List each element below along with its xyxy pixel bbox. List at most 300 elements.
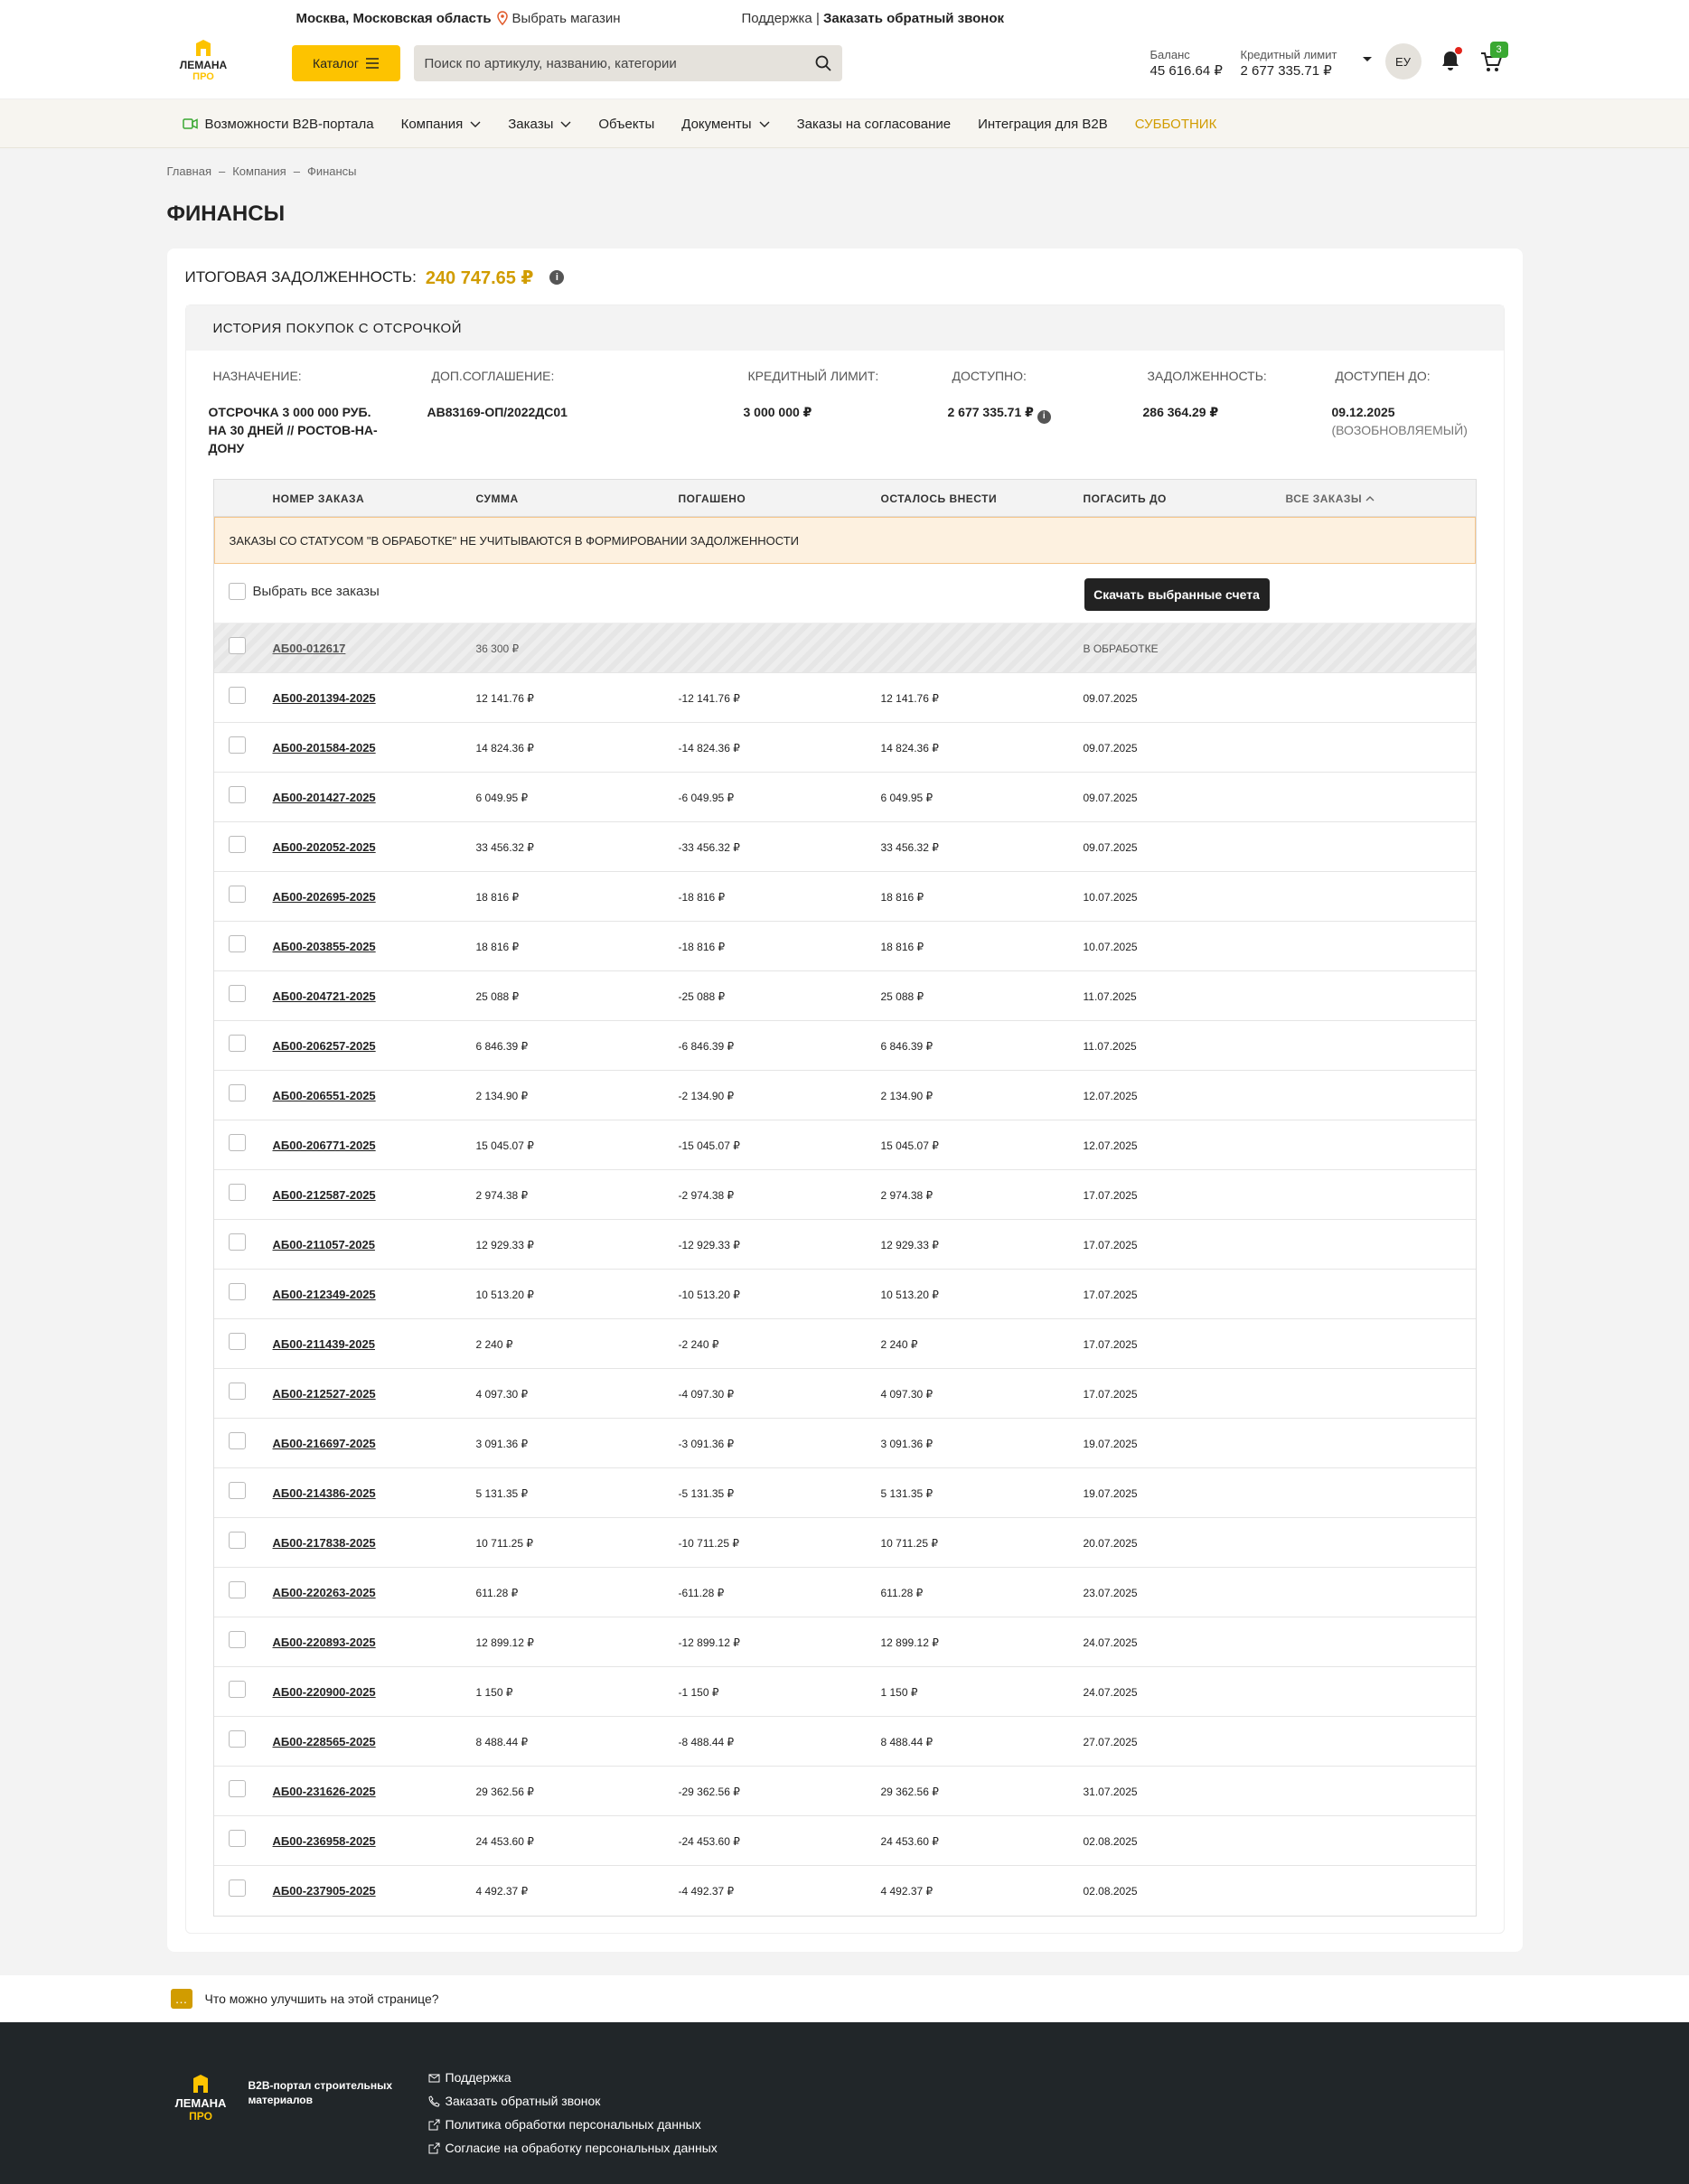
caret-down-icon[interactable] — [1362, 56, 1373, 63]
order-paid: -1 150 ₽ — [678, 1686, 719, 1699]
credit-limit-value: 2 677 335.71 ₽ — [1240, 63, 1332, 79]
footer-link-support[interactable] — [428, 2066, 718, 2089]
order-remaining: 12 141.76 ₽ — [880, 692, 939, 705]
top-links — [742, 11, 1005, 26]
order-due-date: 11.07.2025 — [1083, 1040, 1137, 1053]
balance-value: 45 616.64 ₽ — [1149, 63, 1223, 79]
page-title: ФИНАНСЫ — [166, 202, 286, 226]
row-checkbox[interactable] — [229, 1879, 246, 1897]
total-debt — [185, 267, 1505, 288]
until-note: (ВОЗОБНОВЛЯЕМЫЙ) — [1331, 423, 1468, 437]
order-sum: 4 097.30 ₽ — [475, 1388, 529, 1401]
order-paid: -4 492.37 ₽ — [678, 1885, 735, 1898]
chevron-down-icon — [759, 118, 770, 129]
row-checkbox[interactable] — [229, 1830, 246, 1847]
order-remaining: 18 816 ₽ — [880, 941, 924, 953]
order-remaining: 4 097.30 ₽ — [880, 1388, 934, 1401]
table-row — [214, 922, 1476, 971]
order-sum: 18 816 ₽ — [475, 891, 520, 904]
search-icon[interactable] — [815, 55, 831, 71]
order-paid: -3 091.36 ₽ — [678, 1438, 735, 1450]
order-sum: 36 300 ₽ — [475, 642, 520, 655]
order-rows — [214, 673, 1476, 1916]
separator: | — [815, 10, 820, 26]
order-paid: -14 824.36 ₽ — [678, 742, 740, 755]
phone-icon — [428, 2095, 440, 2107]
callback-link[interactable]: Заказать обратный звонок — [823, 10, 1005, 26]
order-paid: -18 816 ₽ — [678, 891, 726, 904]
order-number-link[interactable]: АБ00-237905-2025 — [272, 1884, 376, 1898]
table-row — [214, 1468, 1476, 1518]
row-checkbox[interactable] — [229, 637, 246, 654]
order-paid: -8 488.44 ₽ — [678, 1736, 735, 1748]
order-due-date: 17.07.2025 — [1083, 1239, 1138, 1251]
order-remaining: 25 088 ₽ — [880, 990, 924, 1003]
order-paid: -6 846.39 ₽ — [678, 1040, 735, 1053]
order-number-link[interactable]: АБ00-220893-2025 — [272, 1636, 376, 1649]
nav-item-documents[interactable] — [681, 117, 769, 132]
logo-text-1: ЛЕМАНА — [179, 59, 227, 71]
order-number-link[interactable]: АБ00-212587-2025 — [272, 1188, 376, 1202]
row-checkbox[interactable] — [229, 736, 246, 754]
feedback-bar[interactable] — [0, 1975, 1689, 2022]
order-sum: 1 150 ₽ — [475, 1686, 513, 1699]
footer-link-privacy[interactable] — [428, 2113, 718, 2136]
until-value — [1332, 403, 1468, 439]
order-number-link[interactable]: АБ00-220900-2025 — [272, 1685, 376, 1699]
order-due-date: 17.07.2025 — [1083, 1189, 1138, 1202]
order-due-date: 24.07.2025 — [1083, 1686, 1138, 1699]
chat-icon: … — [171, 1989, 192, 2009]
order-due-date: 17.07.2025 — [1083, 1289, 1138, 1301]
row-checkbox[interactable] — [229, 1333, 246, 1350]
order-due-date: 11.07.2025 — [1083, 990, 1137, 1003]
breadcrumb-separator: – — [218, 164, 226, 178]
order-paid: -6 049.95 ₽ — [678, 792, 735, 804]
breadcrumb-separator: – — [293, 164, 300, 178]
order-number-link[interactable]: АБ00-231626-2025 — [272, 1785, 376, 1798]
catalog-button[interactable] — [292, 45, 400, 81]
nav-item-b2b-features[interactable] — [183, 117, 374, 132]
row-checkbox[interactable] — [229, 1482, 246, 1499]
order-number-link[interactable]: АБ00-202695-2025 — [272, 890, 376, 904]
table-row — [214, 1568, 1476, 1617]
order-number-link[interactable]: АБ00-212349-2025 — [272, 1288, 376, 1301]
order-number-link[interactable]: АБ00-201584-2025 — [272, 741, 376, 755]
nav-item-label: СУББОТНИК — [1134, 116, 1217, 132]
credit-history — [185, 305, 1505, 1934]
order-number-link[interactable]: АБ00-228565-2025 — [272, 1735, 376, 1748]
row-checkbox[interactable] — [229, 1233, 246, 1251]
agreement-label: ДОП.СОГЛАШЕНИЕ: — [431, 369, 555, 383]
cart-button[interactable] — [1479, 44, 1503, 73]
order-number-link[interactable]: АБ00-201427-2025 — [272, 791, 376, 804]
finance-card — [167, 248, 1523, 1952]
row-checkbox[interactable] — [229, 985, 246, 1002]
row-checkbox[interactable] — [229, 1035, 246, 1052]
order-sum: 12 899.12 ₽ — [475, 1636, 534, 1649]
breadcrumb-home[interactable]: Главная — [166, 164, 211, 178]
order-sum: 611.28 ₽ — [475, 1587, 519, 1599]
table-row — [214, 773, 1476, 822]
nav-item-label: Интеграция для B2B — [978, 116, 1108, 132]
chevron-down-icon — [470, 118, 481, 129]
nav-item-label: Возможности B2B-портала — [204, 116, 374, 132]
order-sum: 24 453.60 ₽ — [475, 1835, 534, 1848]
order-due-date: 24.07.2025 — [1083, 1636, 1138, 1649]
table-row — [214, 1767, 1476, 1816]
order-sum: 3 091.36 ₽ — [475, 1438, 529, 1450]
until-label: ДОСТУПЕН ДО: — [1335, 369, 1431, 383]
footer-link-callback[interactable] — [428, 2089, 718, 2113]
order-due-date: 27.07.2025 — [1083, 1736, 1138, 1748]
nav-item-label: Документы — [681, 116, 752, 132]
orders-table-header — [214, 480, 1476, 517]
row-checkbox[interactable] — [229, 1532, 246, 1549]
search-input[interactable]: Поиск по артикулу, названию, категории — [424, 55, 677, 71]
total-debt-amount: 240 747.65 ₽ — [425, 267, 534, 288]
order-number-link[interactable]: АБ00-211439-2025 — [272, 1337, 375, 1351]
breadcrumb-finance: Финансы — [306, 164, 357, 178]
order-sum: 2 240 ₽ — [475, 1338, 513, 1351]
row-checkbox[interactable] — [229, 1780, 246, 1797]
nav-item-label: Объекты — [598, 116, 655, 132]
table-row — [214, 1071, 1476, 1120]
order-due-date: 12.07.2025 — [1083, 1139, 1138, 1152]
col-paid: ПОГАШЕНО — [678, 492, 746, 505]
order-due-date: 19.07.2025 — [1083, 1438, 1138, 1450]
order-due-date: 09.07.2025 — [1083, 742, 1138, 755]
order-number-link[interactable]: АБ00-206257-2025 — [272, 1039, 376, 1053]
table-row-processing — [214, 623, 1476, 673]
order-number-link[interactable]: АБ00-220263-2025 — [272, 1586, 376, 1599]
footer-link-consent[interactable] — [428, 2136, 718, 2160]
table-row — [214, 673, 1476, 723]
download-invoices-button[interactable]: Скачать выбранные счета — [1084, 578, 1270, 611]
order-status: В ОБРАБОТКЕ — [1083, 642, 1159, 655]
order-sum: 6 049.95 ₽ — [475, 792, 529, 804]
nav-item-label: Заказы — [508, 116, 554, 132]
table-row — [214, 1220, 1476, 1270]
footer-link-label: Заказать обратный звонок — [445, 2094, 601, 2108]
order-due-date: 19.07.2025 — [1083, 1487, 1138, 1500]
chevron-down-icon — [560, 118, 571, 129]
order-due-date: 09.07.2025 — [1083, 692, 1138, 705]
store-selector[interactable] — [496, 11, 621, 26]
order-remaining: 15 045.07 ₽ — [880, 1139, 939, 1152]
table-row — [214, 1319, 1476, 1369]
order-paid: -12 929.33 ₽ — [678, 1239, 740, 1251]
purpose-value: ОТСРОЧКА 3 000 000 РУБ. НА 30 ДНЕЙ // РОСТОВ-НА-ДОНУ — [208, 405, 378, 455]
order-remaining: 611.28 ₽ — [880, 1587, 924, 1599]
row-checkbox[interactable] — [229, 836, 246, 853]
order-number-link[interactable]: АБ00-202052-2025 — [272, 840, 376, 854]
credit-meta-values — [186, 403, 1504, 479]
available-value — [948, 403, 1051, 424]
table-row — [214, 1667, 1476, 1717]
balance-label: Баланс — [1149, 48, 1190, 61]
order-paid: -2 240 ₽ — [678, 1338, 719, 1351]
menu-icon — [366, 58, 379, 69]
row-checkbox[interactable] — [229, 786, 246, 803]
order-paid: -25 088 ₽ — [678, 990, 726, 1003]
order-sum: 12 929.33 ₽ — [475, 1239, 534, 1251]
order-sum: 18 816 ₽ — [475, 941, 520, 953]
order-due-date: 10.07.2025 — [1083, 941, 1138, 953]
order-paid: -2 134.90 ₽ — [678, 1090, 735, 1102]
row-checkbox[interactable] — [229, 1084, 246, 1101]
order-remaining: 2 240 ₽ — [880, 1338, 918, 1351]
mail-icon — [428, 2072, 440, 2084]
footer-links — [428, 2066, 718, 2160]
debt-value: 286 364.29 ₽ — [1142, 405, 1219, 419]
col-sum: СУММА — [475, 492, 519, 505]
purpose-label: НАЗНАЧЕНИЕ: — [212, 369, 302, 383]
nav-item-company[interactable] — [401, 117, 482, 132]
total-debt-label: ИТОГОВАЯ ЗАДОЛЖЕННОСТЬ: — [184, 268, 417, 286]
breadcrumb — [167, 148, 1523, 178]
available-amount: 2 677 335.71 ₽ — [947, 405, 1034, 419]
order-paid: -5 131.35 ₽ — [678, 1487, 735, 1500]
row-checkbox[interactable] — [229, 1184, 246, 1201]
footer-link-label: Политика обработки персональных данных — [445, 2117, 701, 2132]
order-sum: 25 088 ₽ — [475, 990, 520, 1003]
order-number-link[interactable]: АБ00-236958-2025 — [272, 1834, 376, 1848]
order-remaining: 10 711.25 ₽ — [880, 1537, 938, 1550]
logo-text-2: ПРО — [192, 71, 214, 82]
row-checkbox[interactable] — [229, 1581, 246, 1598]
credit-limit — [1241, 47, 1337, 80]
all-orders-toggle[interactable] — [1286, 492, 1375, 505]
order-paid: -15 045.07 ₽ — [678, 1139, 740, 1152]
processing-warning: ЗАКАЗЫ СО СТАТУСОМ "В ОБРАБОТКЕ" НЕ УЧИТЫВАЮТСЯ В ФОРМИРОВАНИИ ЗАДОЛЖЕННОСТИ — [214, 517, 1476, 564]
order-sum: 5 131.35 ₽ — [475, 1487, 529, 1500]
row-checkbox[interactable] — [229, 1383, 246, 1400]
avatar[interactable]: ЕУ — [1385, 43, 1422, 80]
agreement-value: АВ83169-ОП/2022ДС01 — [427, 405, 568, 419]
order-due-date: 17.07.2025 — [1083, 1388, 1138, 1401]
row-checkbox[interactable] — [229, 1432, 246, 1449]
order-remaining: 1 150 ₽ — [880, 1686, 918, 1699]
orders-table — [213, 479, 1477, 1917]
main-nav — [0, 99, 1689, 148]
table-row — [214, 1617, 1476, 1667]
footer — [0, 2022, 1689, 2184]
header — [0, 36, 1689, 99]
order-number-link[interactable]: АБ00-212527-2025 — [272, 1387, 376, 1401]
order-remaining: 33 456.32 ₽ — [880, 841, 939, 854]
nav-item-approval-orders[interactable] — [797, 117, 952, 132]
table-row — [214, 1369, 1476, 1419]
external-link-icon — [428, 2119, 440, 2131]
order-remaining: 14 824.36 ₽ — [880, 742, 939, 755]
order-paid: -18 816 ₽ — [678, 941, 726, 953]
order-number-link[interactable]: АБ00-217838-2025 — [272, 1536, 376, 1550]
order-sum: 2 974.38 ₽ — [475, 1189, 529, 1202]
info-icon[interactable]: i — [549, 270, 564, 285]
order-remaining: 6 846.39 ₽ — [880, 1040, 934, 1053]
nav-item-orders[interactable] — [508, 117, 571, 132]
row-checkbox[interactable] — [229, 687, 246, 704]
chevron-up-icon — [1365, 495, 1375, 502]
order-paid: -611.28 ₽ — [678, 1587, 725, 1599]
order-paid: -4 097.30 ₽ — [678, 1388, 735, 1401]
nav-item-label: Заказы на согласование — [796, 116, 952, 132]
nav-item-subbotnik[interactable] — [1135, 117, 1217, 132]
order-due-date: 20.07.2025 — [1083, 1537, 1138, 1550]
order-sum: 29 362.56 ₽ — [475, 1786, 534, 1798]
logo-text-1: ЛЕМАНА — [174, 2096, 226, 2110]
notification-dot — [1455, 47, 1462, 54]
search-box[interactable] — [414, 45, 842, 81]
order-number-link[interactable]: АБ00-203855-2025 — [272, 940, 376, 953]
notifications-button[interactable] — [1440, 50, 1461, 71]
order-remaining: 2 974.38 ₽ — [880, 1189, 934, 1202]
select-all-checkbox[interactable] — [229, 583, 246, 600]
order-remaining: 3 091.36 ₽ — [880, 1438, 934, 1450]
row-checkbox[interactable] — [229, 1283, 246, 1300]
order-paid: -12 141.76 ₽ — [678, 692, 740, 705]
row-checkbox[interactable] — [229, 1631, 246, 1648]
city-selector[interactable]: Москва, Московская область — [296, 10, 492, 26]
external-link-icon — [428, 2142, 440, 2154]
all-orders-label: ВСЕ ЗАКАЗЫ — [1285, 492, 1363, 505]
order-paid: -2 974.38 ₽ — [678, 1189, 735, 1202]
lemana-pro-logo[interactable] — [176, 40, 230, 83]
info-icon[interactable]: i — [1037, 410, 1051, 424]
order-paid: -12 899.12 ₽ — [678, 1636, 740, 1649]
order-remaining: 6 049.95 ₽ — [880, 792, 934, 804]
feedback-text[interactable]: Что можно улучшить на этой странице? — [204, 1992, 439, 2006]
order-due-date: 12.07.2025 — [1083, 1090, 1138, 1102]
order-due-date: 23.07.2025 — [1083, 1587, 1138, 1599]
credit-meta-labels — [186, 351, 1504, 403]
order-due-date: 31.07.2025 — [1083, 1786, 1138, 1798]
order-sum: 4 492.37 ₽ — [475, 1885, 529, 1898]
table-row — [214, 723, 1476, 773]
location-pin-icon — [496, 11, 509, 25]
footer-link-label: Поддержка — [445, 2070, 511, 2085]
cart-count-badge: 3 — [1490, 42, 1508, 58]
table-row — [214, 971, 1476, 1021]
footer-description: B2B-портал строительных материалов — [248, 2079, 393, 2106]
order-due-date: 09.07.2025 — [1083, 792, 1138, 804]
order-paid: -29 362.56 ₽ — [678, 1786, 740, 1798]
order-due-date: 09.07.2025 — [1083, 841, 1138, 854]
table-row — [214, 1866, 1476, 1916]
order-remaining: 29 362.56 ₽ — [880, 1786, 939, 1798]
balance — [1150, 47, 1223, 80]
limit-label: КРЕДИТНЫЙ ЛИМИТ: — [747, 369, 879, 383]
top-bar — [0, 0, 1689, 36]
select-all-row — [214, 564, 1476, 623]
credit-limit-label: Кредитный лимит — [1240, 48, 1337, 61]
available-label: ДОСТУПНО: — [952, 369, 1027, 383]
nav-item-label: Компания — [400, 116, 464, 132]
table-row — [214, 1120, 1476, 1170]
order-number-link[interactable]: АБ00-211057-2025 — [272, 1238, 375, 1251]
main-content — [167, 148, 1523, 1952]
table-row — [214, 1717, 1476, 1767]
order-sum: 15 045.07 ₽ — [475, 1139, 534, 1152]
order-number-link[interactable]: АБ00-206771-2025 — [272, 1139, 376, 1152]
row-checkbox[interactable] — [229, 1730, 246, 1748]
order-sum: 10 513.20 ₽ — [475, 1289, 534, 1301]
debt-label: ЗАДОЛЖЕННОСТЬ: — [1147, 369, 1267, 383]
logo-text-2: ПРО — [188, 2110, 212, 2123]
catalog-label: Каталог — [313, 56, 359, 70]
order-number-link[interactable]: АБ00-206551-2025 — [272, 1089, 376, 1102]
breadcrumb-company[interactable]: Компания — [232, 164, 286, 178]
order-remaining: 4 492.37 ₽ — [880, 1885, 934, 1898]
order-sum: 2 134.90 ₽ — [475, 1090, 529, 1102]
table-row — [214, 1021, 1476, 1071]
table-row — [214, 872, 1476, 922]
order-sum: 12 141.76 ₽ — [475, 692, 534, 705]
col-number: НОМЕР ЗАКАЗА — [272, 492, 365, 505]
table-row — [214, 1270, 1476, 1319]
row-checkbox[interactable] — [229, 886, 246, 903]
order-remaining: 2 134.90 ₽ — [880, 1090, 934, 1102]
order-paid: -10 513.20 ₽ — [678, 1289, 740, 1301]
select-all-label[interactable]: Выбрать все заказы — [252, 584, 380, 599]
col-remaining: ОСТАЛОСЬ ВНЕСТИ — [880, 492, 998, 505]
order-number-link[interactable]: АБ00-204721-2025 — [272, 989, 376, 1003]
order-remaining: 18 816 ₽ — [880, 891, 924, 904]
order-paid: -10 711.25 ₽ — [678, 1537, 739, 1550]
nav-item-integration[interactable] — [978, 117, 1108, 132]
order-due-date: 02.08.2025 — [1083, 1885, 1138, 1898]
order-remaining: 12 929.33 ₽ — [880, 1239, 939, 1251]
order-number-link[interactable]: АБ00-012617 — [272, 642, 346, 655]
table-row — [214, 1816, 1476, 1866]
until-date: 09.12.2025 — [1331, 405, 1395, 419]
table-row — [214, 822, 1476, 872]
order-sum: 6 846.39 ₽ — [475, 1040, 529, 1053]
nav-item-objects[interactable] — [598, 117, 654, 132]
col-due: ПОГАСИТЬ ДО — [1083, 492, 1167, 505]
order-sum: 33 456.32 ₽ — [475, 841, 534, 854]
video-icon — [183, 118, 198, 129]
row-checkbox[interactable] — [229, 1681, 246, 1698]
table-row — [214, 1170, 1476, 1220]
order-sum: 8 488.44 ₽ — [475, 1736, 529, 1748]
footer-link-label: Согласие на обработку персональных данных — [445, 2141, 718, 2155]
order-remaining: 8 488.44 ₽ — [880, 1736, 934, 1748]
table-row — [214, 1419, 1476, 1468]
footer-logo[interactable] — [169, 2075, 232, 2125]
limit-value: 3 000 000 ₽ — [743, 405, 812, 419]
order-remaining: 10 513.20 ₽ — [880, 1289, 939, 1301]
table-row — [214, 1518, 1476, 1568]
order-number-link[interactable]: АБ00-216697-2025 — [272, 1437, 376, 1450]
order-remaining: 5 131.35 ₽ — [880, 1487, 934, 1500]
order-number-link[interactable]: АБ00-201394-2025 — [272, 691, 376, 705]
order-sum: 14 824.36 ₽ — [475, 742, 534, 755]
row-checkbox[interactable] — [229, 935, 246, 952]
row-checkbox[interactable] — [229, 1134, 246, 1151]
support-link[interactable]: Поддержка — [741, 10, 812, 26]
order-due-date: 02.08.2025 — [1083, 1835, 1138, 1848]
order-paid: -33 456.32 ₽ — [678, 841, 740, 854]
order-due-date: 10.07.2025 — [1083, 891, 1138, 904]
order-sum: 10 711.25 ₽ — [475, 1537, 533, 1550]
order-due-date: 17.07.2025 — [1083, 1338, 1138, 1351]
credit-history-title: ИСТОРИЯ ПОКУПОК С ОТСРОЧКОЙ — [186, 305, 1504, 351]
store-selector-label: Выбрать магазин — [511, 10, 621, 26]
order-remaining: 12 899.12 ₽ — [880, 1636, 939, 1649]
order-number-link[interactable]: АБ00-214386-2025 — [272, 1486, 376, 1500]
